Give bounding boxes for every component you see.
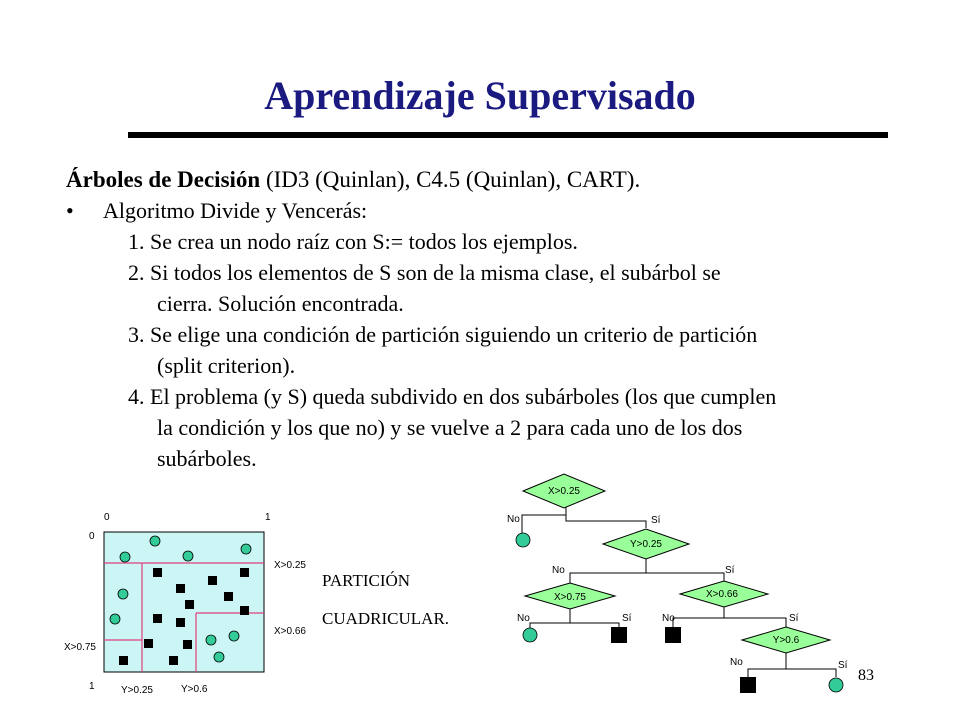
node-x066-label: X>0.66 bbox=[706, 589, 738, 600]
grid-label-y06: Y>0.6 bbox=[181, 684, 208, 695]
grid-label-0-top: 0 bbox=[104, 512, 110, 523]
leaf-square bbox=[740, 677, 756, 693]
class-circle bbox=[118, 589, 128, 599]
grid-label-x075: X>0.75 bbox=[64, 642, 96, 653]
grid-label-x025: X>0.25 bbox=[274, 560, 306, 571]
edge-n3-no bbox=[673, 607, 724, 627]
class-square bbox=[208, 576, 217, 585]
step-2: 2. Si todos los elementos de S son de la misma clase, el subárbol se bbox=[128, 260, 721, 285]
heading-bold: Árboles de Decisión bbox=[66, 167, 261, 192]
class-square bbox=[169, 656, 178, 665]
caption-line-1: PARTICIÓN bbox=[322, 571, 411, 590]
partition-grid bbox=[64, 512, 306, 696]
class-circle bbox=[206, 635, 216, 645]
branch-no: No bbox=[517, 613, 530, 624]
tree-nodes bbox=[523, 474, 830, 653]
edge-n4-no bbox=[748, 653, 786, 677]
leaf-square bbox=[665, 627, 681, 643]
edge-n2-si bbox=[570, 609, 619, 627]
grid-label-x066: X>0.66 bbox=[274, 626, 306, 637]
node-root-label: X>0.25 bbox=[548, 486, 580, 497]
class-circle bbox=[110, 614, 120, 624]
leaf-circle bbox=[829, 678, 843, 692]
class-square bbox=[176, 584, 185, 593]
page-number: 83 bbox=[858, 667, 874, 684]
edge-root-no bbox=[522, 503, 566, 540]
step-4: 4. El problema (y S) queda subdivido en dos subárboles (los que cumplen bbox=[128, 384, 777, 409]
branch-no: No bbox=[662, 613, 675, 624]
edge-root-si bbox=[566, 503, 646, 528]
leaf-circle bbox=[523, 628, 537, 642]
step-4-cont-2: subárboles. bbox=[157, 446, 257, 471]
branch-si: Sí bbox=[622, 613, 632, 624]
step-3: 3. Se elige una condición de partición siguiendo un criterio de partición bbox=[128, 322, 758, 347]
class-square bbox=[240, 606, 249, 615]
edge-n3-si bbox=[724, 618, 786, 627]
branch-si: Sí bbox=[725, 565, 735, 576]
class-circle bbox=[241, 544, 251, 554]
node-x075-label: X>0.75 bbox=[554, 592, 586, 603]
class-square bbox=[183, 640, 192, 649]
class-circle bbox=[183, 551, 193, 561]
class-square bbox=[119, 656, 128, 665]
edge-n1-no bbox=[570, 559, 646, 584]
step-3-cont: (split criterion). bbox=[157, 353, 296, 378]
heading-rest: (ID3 (Quinlan), C4.5 (Quinlan), CART). bbox=[260, 167, 641, 192]
leaf-square bbox=[611, 627, 627, 643]
class-square bbox=[153, 614, 162, 623]
slide-title: Aprendizaje Supervisado bbox=[264, 73, 696, 118]
node-y025-label: Y>0.25 bbox=[630, 539, 662, 550]
class-circle bbox=[120, 552, 130, 562]
branch-no: No bbox=[507, 514, 520, 525]
branch-no: No bbox=[730, 657, 743, 668]
edge-n4-si bbox=[786, 669, 836, 677]
caption-line-2: CUADRICULAR. bbox=[322, 609, 450, 628]
grid-label-1-top: 1 bbox=[265, 512, 271, 523]
class-circle bbox=[150, 536, 160, 546]
class-square bbox=[144, 639, 153, 648]
step-2-cont: cierra. Solución encontrada. bbox=[157, 291, 404, 316]
edge-n1-si bbox=[646, 573, 724, 582]
bullet-icon: • bbox=[66, 198, 74, 223]
grid-label-y025: Y>0.25 bbox=[121, 685, 153, 696]
leaf-circle bbox=[516, 533, 530, 547]
step-1: 1. Se crea un nodo raíz con S:= todos los ejemplos. bbox=[128, 229, 578, 254]
class-square bbox=[176, 618, 185, 627]
class-circle bbox=[214, 652, 224, 662]
class-square bbox=[240, 568, 249, 577]
bullet-text: Algoritmo Divide y Vencerás: bbox=[103, 198, 368, 223]
step-4-cont: la condición y los que no) y se vuelve a 2 para cada uno de los dos bbox=[157, 415, 743, 440]
branch-si: Sí bbox=[789, 613, 799, 624]
class-square bbox=[185, 600, 194, 609]
class-circle bbox=[229, 631, 239, 641]
branch-si: Sí bbox=[651, 515, 661, 526]
node-y06-label: Y>0.6 bbox=[772, 635, 800, 646]
class-square bbox=[224, 592, 233, 601]
branch-si: Sí bbox=[838, 660, 848, 671]
class-square bbox=[153, 568, 162, 577]
grid-label-0-left: 0 bbox=[89, 531, 95, 542]
branch-no: No bbox=[552, 565, 565, 576]
grid-label-1-left: 1 bbox=[89, 681, 95, 692]
